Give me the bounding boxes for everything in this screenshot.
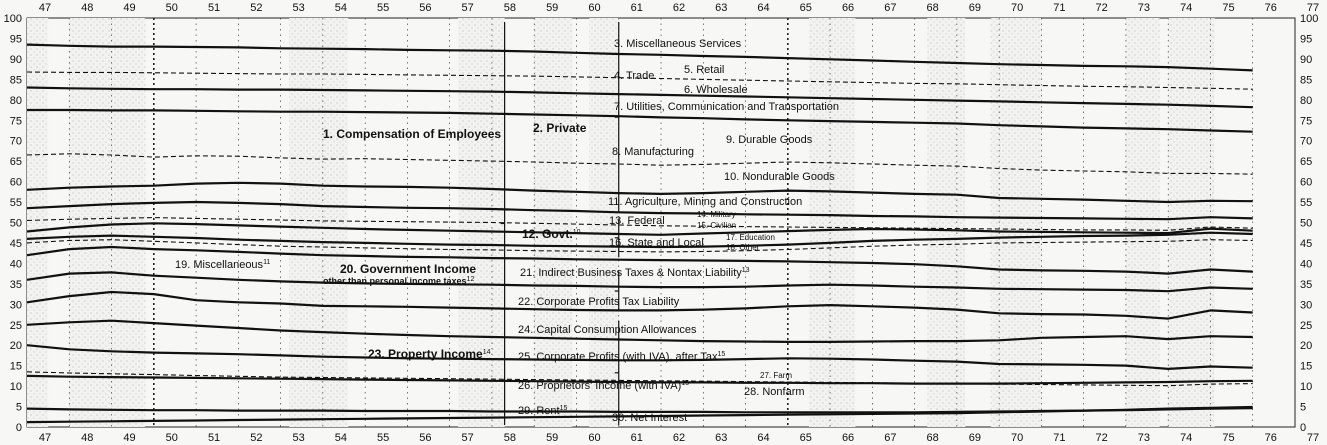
y-tick-right-100: 100	[1300, 13, 1319, 25]
x-tick-top-77: 77	[1306, 2, 1320, 14]
x-tick-top-71: 71	[1053, 2, 1066, 14]
y-tick-right-35: 35	[1300, 278, 1313, 291]
x-tick-bottom-49: 49	[123, 432, 136, 444]
x-tick-top-74: 74	[1180, 2, 1193, 14]
label-government-income: 20. Government Income	[340, 262, 477, 276]
y-tick-left-70: 70	[9, 135, 22, 148]
recession-band-0	[27, 18, 48, 427]
x-tick-bottom-57: 57	[461, 432, 474, 444]
label-corporate-profits-tax: 22. Corporate Profits Tax Liability	[518, 296, 680, 308]
y-tick-right-30: 30	[1300, 299, 1313, 312]
y-tick-right-10: 10	[1300, 381, 1313, 394]
y-tick-right-20: 20	[1300, 340, 1313, 353]
x-tick-top-63: 63	[715, 2, 728, 14]
x-tick-bottom-64: 64	[757, 432, 770, 444]
x-tick-bottom-77: 77	[1306, 432, 1320, 444]
x-tick-bottom-59: 59	[546, 432, 559, 444]
x-tick-bottom-58: 58	[503, 432, 517, 444]
recession-band-4	[534, 18, 572, 427]
x-tick-top-70: 70	[1011, 2, 1024, 14]
label-nonfarm: 28. Nonfarm	[744, 386, 805, 398]
x-tick-top-64: 64	[757, 2, 770, 14]
x-tick-top-52: 52	[250, 2, 263, 14]
y-tick-left-25: 25	[9, 319, 22, 332]
x-tick-top-59: 59	[546, 2, 559, 14]
x-tick-top-69: 69	[968, 2, 981, 14]
y-tick-left-0: 0	[15, 422, 22, 434]
y-tick-left-50: 50	[9, 217, 22, 230]
label-government-income-note: other than personal income taxes12	[323, 276, 475, 286]
label-miscellaneous: 19. Miscellaneous$^{11}$	[175, 259, 271, 271]
y-tick-right-80: 80	[1300, 94, 1313, 107]
x-tick-bottom-51: 51	[207, 432, 221, 444]
label-compensation-of-employees: 1. Compensation of Employees	[323, 127, 502, 141]
y-tick-left-75: 75	[9, 115, 22, 128]
y-tick-left-45: 45	[9, 237, 22, 250]
label-federal: 13. Federal	[609, 215, 665, 227]
label-proprietors-income: 26. Proprietors' Income (with IVA)$^{15}$	[518, 380, 690, 392]
x-tick-bottom-68: 68	[926, 432, 939, 444]
x-tick-bottom-55: 55	[377, 432, 390, 444]
y-tick-right-90: 90	[1300, 53, 1313, 66]
x-tick-bottom-66: 66	[841, 432, 855, 444]
label-property-income: 23. Property Income$^{14}$	[368, 347, 491, 361]
x-tick-top-57: 57	[461, 2, 474, 14]
y-tick-right-55: 55	[1300, 197, 1313, 210]
x-tick-top-53: 53	[292, 2, 305, 14]
label-wholesale: 6. Wholesale	[684, 84, 748, 96]
label-other: 18. Other	[726, 243, 760, 252]
x-tick-top-49: 49	[123, 2, 136, 14]
label-farm: 27. Farm	[760, 371, 793, 380]
y-tick-right-60: 60	[1300, 176, 1313, 189]
x-tick-bottom-76: 76	[1264, 432, 1277, 444]
recession-band-3	[458, 18, 504, 427]
x-tick-bottom-63: 63	[715, 432, 728, 444]
y-tick-right-40: 40	[1300, 258, 1313, 271]
label-durable-goods: 9. Durable Goods	[726, 134, 813, 146]
label-nondurable-goods: 10. Nondurable Goods	[724, 171, 835, 183]
x-tick-bottom-52: 52	[250, 432, 263, 444]
y-tick-right-15: 15	[1300, 360, 1313, 373]
x-tick-top-67: 67	[884, 2, 897, 14]
label-retail: 5. Retail	[684, 64, 725, 76]
label-state-and-local: 16. State and Local	[609, 237, 704, 249]
label-trade: 4. Trade	[614, 70, 655, 82]
x-tick-bottom-61: 61	[630, 432, 643, 444]
label-capital-consumption: 24. Capital Consumption Allowances	[518, 324, 697, 336]
y-tick-left-20: 20	[9, 340, 22, 353]
y-tick-left-35: 35	[9, 278, 22, 291]
y-tick-right-0: 0	[1300, 422, 1307, 434]
y-tick-left-65: 65	[9, 156, 22, 169]
label-govt: 12. Govt.$^{10}$	[522, 227, 581, 241]
label-agriculture-mining-construction: 11. Agriculture, Mining and Construction	[608, 196, 803, 208]
y-tick-right-50: 50	[1300, 217, 1313, 230]
y-tick-left-80: 80	[9, 94, 22, 107]
x-tick-top-75: 75	[1222, 2, 1235, 14]
recession-band-1	[69, 18, 145, 427]
x-tick-top-60: 60	[588, 2, 601, 14]
y-tick-left-5: 5	[15, 401, 22, 414]
x-tick-bottom-53: 53	[292, 432, 305, 444]
y-tick-right-65: 65	[1300, 156, 1313, 169]
label-manufacturing: 8. Manufacturing	[612, 146, 694, 158]
recession-band-6	[809, 18, 855, 427]
x-tick-bottom-56: 56	[419, 432, 432, 444]
label-indirect-business-taxes: 21. Indirect Business Taxes & Nontax Liability$^{13}$	[520, 267, 750, 279]
label-civilian: 15. Civilian	[697, 221, 737, 230]
x-tick-bottom-69: 69	[968, 432, 981, 444]
x-tick-top-73: 73	[1137, 2, 1151, 14]
x-tick-top-62: 62	[672, 2, 686, 14]
y-tick-left-10: 10	[9, 381, 22, 394]
x-tick-top-72: 72	[1095, 2, 1108, 14]
x-tick-bottom-70: 70	[1011, 432, 1024, 444]
y-tick-left-60: 60	[9, 176, 22, 189]
x-tick-bottom-48: 48	[81, 432, 94, 444]
recession-band-7	[927, 18, 965, 427]
y-tick-left-95: 95	[9, 33, 22, 46]
y-tick-left-90: 90	[9, 53, 22, 66]
label-education: 17. Education	[726, 233, 775, 242]
x-tick-top-66: 66	[841, 2, 855, 14]
label-miscellaneous-services: 3. Miscellaneous Services	[614, 38, 742, 50]
label-private: 2. Private	[533, 121, 587, 135]
y-tick-left-40: 40	[9, 258, 22, 271]
y-tick-right-25: 25	[1300, 319, 1313, 332]
x-tick-bottom-72: 72	[1095, 432, 1108, 444]
x-tick-top-65: 65	[799, 2, 812, 14]
x-tick-bottom-62: 62	[672, 432, 686, 444]
x-tick-top-68: 68	[926, 2, 939, 14]
y-tick-left-15: 15	[9, 360, 22, 373]
recession-band-8	[991, 18, 1042, 427]
x-tick-bottom-65: 65	[799, 432, 812, 444]
x-tick-top-48: 48	[81, 2, 94, 14]
y-tick-right-70: 70	[1300, 135, 1313, 148]
y-tick-right-45: 45	[1300, 237, 1313, 250]
y-tick-left-55: 55	[9, 197, 22, 210]
x-tick-bottom-74: 74	[1180, 432, 1193, 444]
label-utilities: 7. Utilities, Communication and Transportation	[614, 101, 839, 113]
x-tick-top-76: 76	[1264, 2, 1277, 14]
y-tick-right-95: 95	[1300, 33, 1313, 46]
x-tick-top-61: 61	[630, 2, 643, 14]
y-tick-right-75: 75	[1300, 115, 1313, 128]
x-tick-bottom-60: 60	[588, 432, 601, 444]
x-tick-bottom-73: 73	[1137, 432, 1151, 444]
x-tick-bottom-67: 67	[884, 432, 897, 444]
y-tick-left-100: 100	[3, 13, 22, 25]
x-tick-top-58: 58	[503, 2, 517, 14]
x-tick-top-51: 51	[207, 2, 221, 14]
x-tick-bottom-47: 47	[38, 432, 52, 444]
y-tick-right-5: 5	[1300, 401, 1307, 414]
y-tick-left-85: 85	[9, 74, 22, 87]
label-corporate-profits-after-tax: 25. Corporate Profits (with IVA), after Tax$^{15}$	[518, 351, 726, 363]
label-rent: 29. Rent$^{15}$	[518, 405, 568, 417]
y-tick-left-30: 30	[9, 299, 22, 312]
label-net-interest: 30. Net Interest	[612, 412, 688, 424]
x-tick-top-55: 55	[377, 2, 390, 14]
y-tick-right-85: 85	[1300, 74, 1313, 87]
x-tick-top-50: 50	[165, 2, 178, 14]
x-tick-top-56: 56	[419, 2, 432, 14]
x-tick-top-47: 47	[38, 2, 52, 14]
x-tick-bottom-71: 71	[1053, 432, 1066, 444]
x-tick-top-54: 54	[334, 2, 347, 14]
x-tick-bottom-50: 50	[165, 432, 178, 444]
recession-band-2	[289, 18, 348, 427]
x-tick-bottom-54: 54	[334, 432, 347, 444]
x-tick-bottom-75: 75	[1222, 432, 1235, 444]
label-military: 14. Military	[697, 210, 736, 219]
